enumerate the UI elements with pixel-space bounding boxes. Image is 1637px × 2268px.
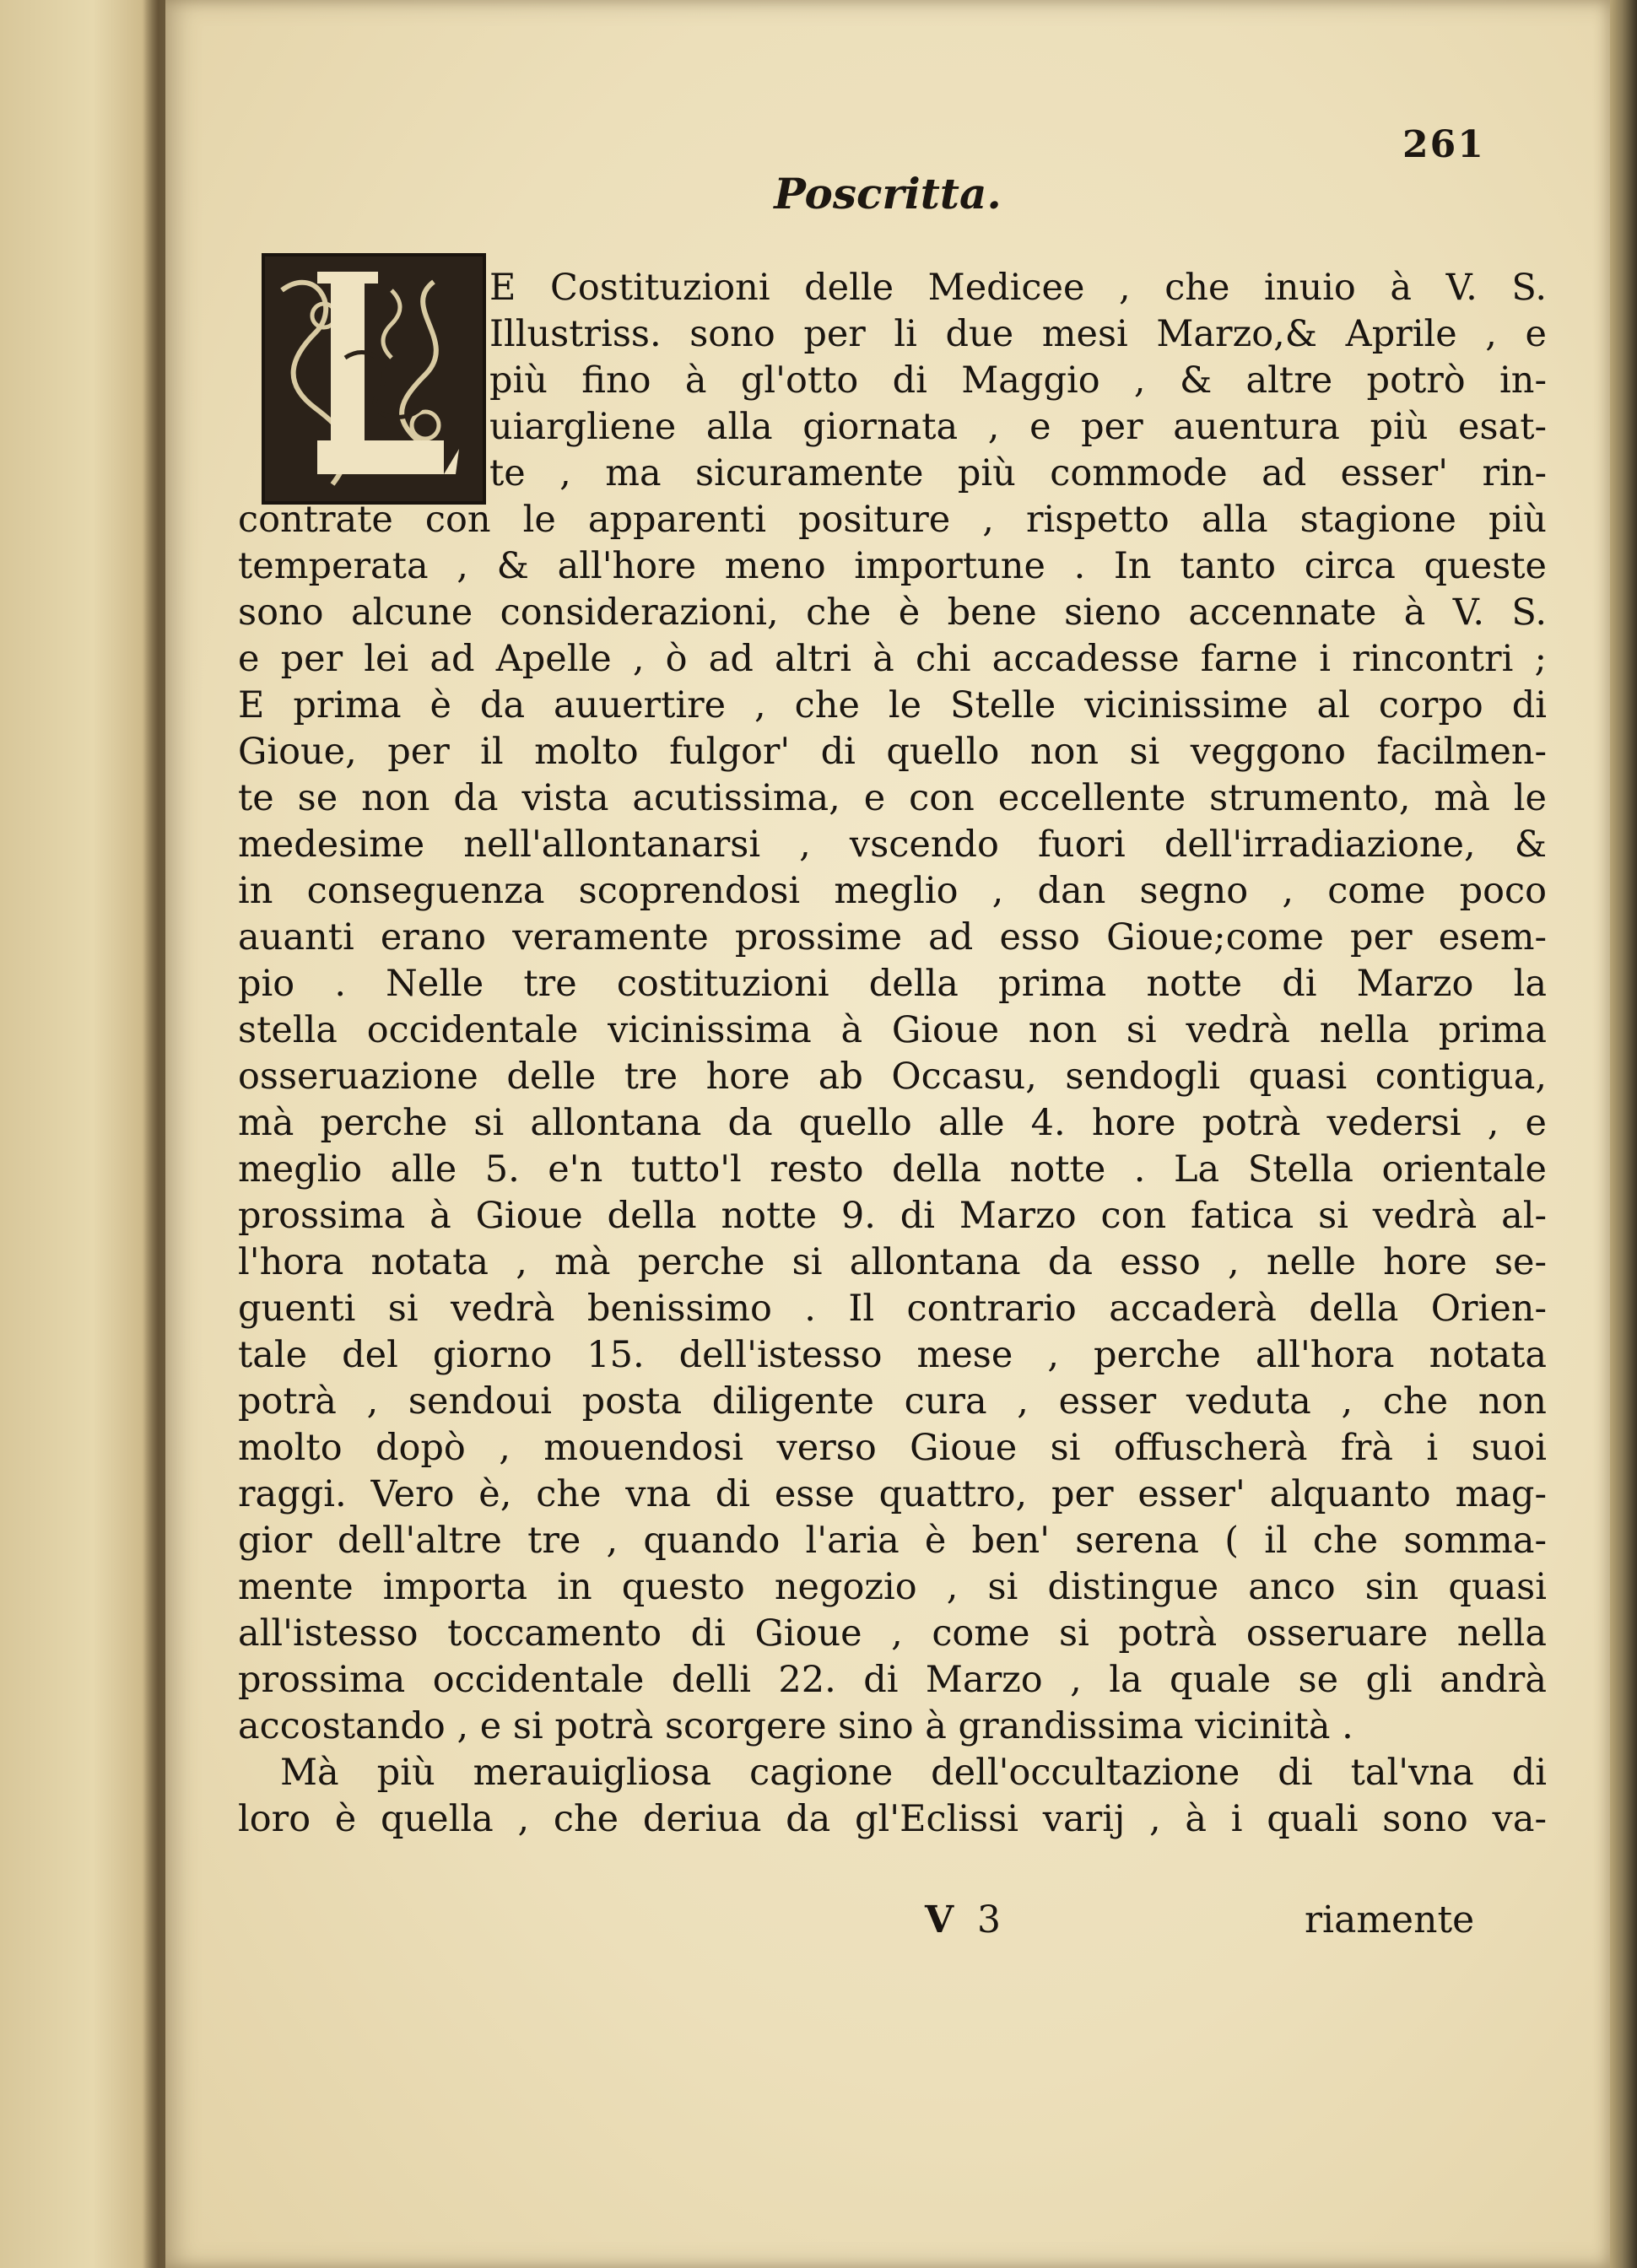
text-line: auanti erano veramente prossime ad esso Gioue;come per esem-: [238, 916, 1547, 958]
text-line: prossima à Gioue della notte 9. di Marzo con fatica si vedrà al-: [238, 1195, 1547, 1237]
text-line: gior dell'altre tre , quando l'aria è ben' serena ( il che somma-: [238, 1520, 1547, 1562]
text-line: tale del giorno 15. dell'istesso mese , perche all'hora notata: [238, 1334, 1547, 1376]
running-head: Poscritta.: [774, 169, 1002, 219]
catchword: riamente: [1305, 1898, 1475, 1941]
ornamental-initial: [262, 253, 486, 505]
text-line: raggi. Vero è, che vna di esse quattro, per esser' alquanto mag-: [238, 1473, 1547, 1515]
text-line: Illustriss. sono per li due mesi Marzo,& Aprile , e: [489, 313, 1547, 355]
text-line: guenti si vedrà benissimo . Il contrario accaderà della Orien-: [238, 1288, 1547, 1330]
paragraph-first-line: Mà più merauigliosa cagione dell'occultazione di tal'vna di: [280, 1752, 1547, 1794]
signature-mark: V: [925, 1898, 954, 1941]
text-line: temperata , & all'hore meno importune . In tanto circa queste: [238, 545, 1547, 587]
text-line: all'istesso toccamento di Gioue , come si potrà osseruare nella: [238, 1612, 1547, 1655]
text-line: sono alcune considerazioni, che è bene sieno accennate à V. S.: [238, 591, 1547, 634]
text-line: l'hora notata , mà perche si allontana da esso , nelle hore se-: [238, 1241, 1547, 1283]
text-line: mente importa in questo negozio , si distingue anco sin quasi: [238, 1566, 1547, 1608]
text-line: pio . Nelle tre costituzioni della prima notte di Marzo la: [238, 963, 1547, 1005]
page-stack-edge: [1610, 0, 1637, 2268]
text-line: Gioue, per il molto fulgor' di quello non si veggono facilmen-: [238, 731, 1547, 773]
text-line: accostando , e si potrà scorgere sino à grandissima vicinità .: [238, 1705, 1353, 1747]
text-line: e per lei ad Apelle , ò ad altri à chi accadesse farne i rincontri ;: [238, 638, 1547, 680]
text-line: in conseguenza scoprendosi meglio , dan segno , come poco: [238, 870, 1547, 912]
text-line: E prima è da auuertire , che le Stelle vicinissime al corpo di: [238, 684, 1547, 726]
text-line: mà perche si allontana da quello alle 4. hore potrà vedersi , e: [238, 1102, 1547, 1144]
text-line: più fino à gl'otto di Maggio , & altre potrò in-: [489, 359, 1547, 402]
text-line: uiargliene alla giornata , e per auentura più esat-: [489, 406, 1547, 448]
text-line: osseruazione delle tre hore ab Occasu, sendogli quasi contigua,: [238, 1056, 1547, 1098]
text-line: te , ma sicuramente più commode ad esser' rin-: [489, 452, 1547, 494]
text-line: potrà , sendoui posta diligente cura , esser veduta , che non: [238, 1380, 1547, 1423]
text-line: meglio alle 5. e'n tutto'l resto della notte . La Stella orientale: [238, 1148, 1547, 1191]
ornamental-initial-graphic: [265, 256, 483, 501]
page-number: 261: [1402, 123, 1485, 166]
text-line: E Costituzioni delle Medicee , che inuio à V. S.: [489, 267, 1547, 309]
book-page: [165, 0, 1610, 2268]
text-line: prossima occidentale delli 22. di Marzo , la quale se gli andrà: [238, 1659, 1547, 1701]
text-line: molto dopò , mouendosi verso Gioue si offuscherà frà i suoi: [238, 1427, 1547, 1469]
text-line: contrate con le apparenti positure , rispetto alla stagione più: [238, 499, 1547, 541]
text-line: medesime nell'allontanarsi , vscendo fuori dell'irradiazione, &: [238, 824, 1547, 866]
text-line: te se non da vista acutissima, e con eccellente strumento, mà le: [238, 777, 1547, 819]
text-line: loro è quella , che deriua da gl'Eclissi varij , à i quali sono va-: [238, 1798, 1547, 1840]
signature-number: 3: [977, 1898, 1001, 1941]
text-line: stella occidentale vicinissima à Gioue non si vedrà nella prima: [238, 1009, 1547, 1051]
